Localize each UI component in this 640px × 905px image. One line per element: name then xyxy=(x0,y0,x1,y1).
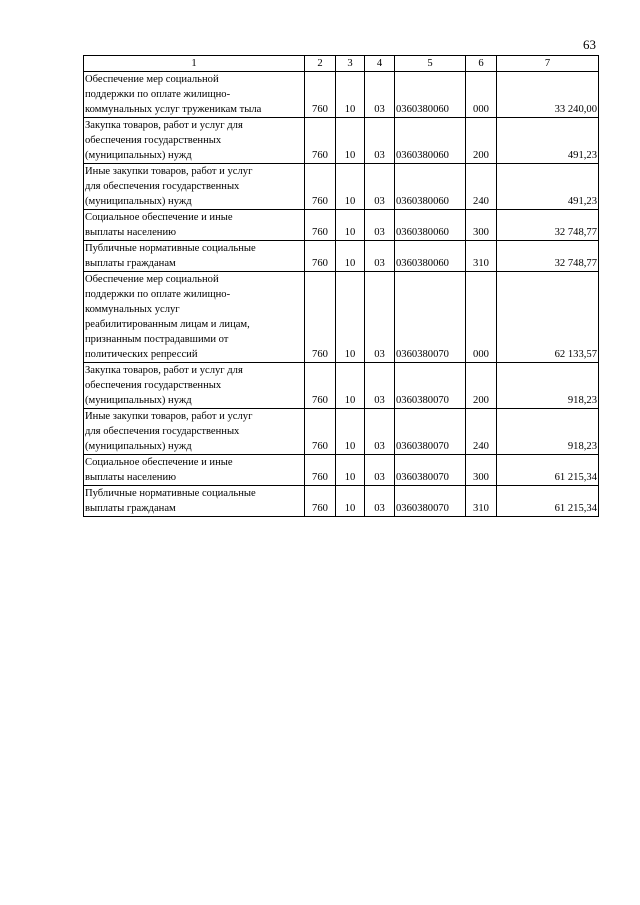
budget-table xyxy=(83,55,599,517)
subsection-code: 03 xyxy=(365,455,395,486)
expense-type-code: 240 xyxy=(466,409,497,455)
section-code: 10 xyxy=(336,272,365,363)
column-header: 6 xyxy=(466,56,497,72)
table-row xyxy=(84,241,599,272)
expense-type-code: 200 xyxy=(466,118,497,164)
target-code: 0360380070 xyxy=(395,455,466,486)
section-code: 10 xyxy=(336,72,365,118)
target-code: 0360380060 xyxy=(395,210,466,241)
section-code: 10 xyxy=(336,118,365,164)
expense-name: Закупка товаров, работ и услуг для обеспечения государственных (муниципальных) нужд xyxy=(84,363,305,409)
ministry-code: 760 xyxy=(305,455,336,486)
target-code: 0360380070 xyxy=(395,409,466,455)
table-row xyxy=(84,486,599,517)
target-code: 0360380060 xyxy=(395,72,466,118)
subsection-code: 03 xyxy=(365,118,395,164)
column-header: 2 xyxy=(305,56,336,72)
expense-type-code: 000 xyxy=(466,72,497,118)
amount: 32 748,77 xyxy=(497,241,599,272)
ministry-code: 760 xyxy=(305,272,336,363)
section-code: 10 xyxy=(336,486,365,517)
amount: 491,23 xyxy=(497,118,599,164)
section-code: 10 xyxy=(336,164,365,210)
target-code: 0360380070 xyxy=(395,486,466,517)
subsection-code: 03 xyxy=(365,363,395,409)
ministry-code: 760 xyxy=(305,241,336,272)
expense-name: Обеспечение мер социальной поддержки по оплате жилищно- коммунальных услуг реабилитированным лицам и лицам, признанным пострадавшими от политических репрессий xyxy=(84,272,305,363)
subsection-code: 03 xyxy=(365,409,395,455)
amount: 61 215,34 xyxy=(497,486,599,517)
column-header: 4 xyxy=(365,56,395,72)
column-header: 5 xyxy=(395,56,466,72)
section-code: 10 xyxy=(336,409,365,455)
ministry-code: 760 xyxy=(305,210,336,241)
table-row xyxy=(84,164,599,210)
table-row xyxy=(84,72,599,118)
amount: 62 133,57 xyxy=(497,272,599,363)
section-code: 10 xyxy=(336,363,365,409)
amount: 491,23 xyxy=(497,164,599,210)
amount: 33 240,00 xyxy=(497,72,599,118)
expense-name: Иные закупки товаров, работ и услуг для обеспечения государственных (муниципальных) нужд xyxy=(84,409,305,455)
ministry-code: 760 xyxy=(305,164,336,210)
amount: 61 215,34 xyxy=(497,455,599,486)
target-code: 0360380060 xyxy=(395,164,466,210)
expense-name: Иные закупки товаров, работ и услуг для обеспечения государственных (муниципальных) нужд xyxy=(84,164,305,210)
amount: 32 748,77 xyxy=(497,210,599,241)
target-code: 0360380060 xyxy=(395,118,466,164)
ministry-code: 760 xyxy=(305,72,336,118)
target-code: 0360380060 xyxy=(395,241,466,272)
expense-name: Публичные нормативные социальные выплаты гражданам xyxy=(84,241,305,272)
expense-type-code: 200 xyxy=(466,363,497,409)
table-row xyxy=(84,455,599,486)
table-row xyxy=(84,363,599,409)
subsection-code: 03 xyxy=(365,486,395,517)
subsection-code: 03 xyxy=(365,72,395,118)
ministry-code: 760 xyxy=(305,486,336,517)
ministry-code: 760 xyxy=(305,363,336,409)
amount: 918,23 xyxy=(497,409,599,455)
subsection-code: 03 xyxy=(365,210,395,241)
column-number-header xyxy=(84,56,599,72)
subsection-code: 03 xyxy=(365,241,395,272)
target-code: 0360380070 xyxy=(395,363,466,409)
expense-type-code: 310 xyxy=(466,486,497,517)
expense-name: Социальное обеспечение и иные выплаты населению xyxy=(84,210,305,241)
ministry-code: 760 xyxy=(305,118,336,164)
target-code: 0360380070 xyxy=(395,272,466,363)
expense-type-code: 300 xyxy=(466,210,497,241)
expense-name: Социальное обеспечение и иные выплаты населению xyxy=(84,455,305,486)
expense-type-code: 310 xyxy=(466,241,497,272)
table-row xyxy=(84,409,599,455)
section-code: 10 xyxy=(336,241,365,272)
expense-name: Обеспечение мер социальной поддержки по оплате жилищно- коммунальных услуг труженикам тыла xyxy=(84,72,305,118)
amount: 918,23 xyxy=(497,363,599,409)
section-code: 10 xyxy=(336,455,365,486)
page-number: 63 xyxy=(583,37,596,52)
subsection-code: 03 xyxy=(365,164,395,210)
column-header: 7 xyxy=(497,56,599,72)
expense-type-code: 300 xyxy=(466,455,497,486)
ministry-code: 760 xyxy=(305,409,336,455)
expense-name: Публичные нормативные социальные выплаты гражданам xyxy=(84,486,305,517)
column-header: 3 xyxy=(336,56,365,72)
table-row xyxy=(84,272,599,363)
column-header: 1 xyxy=(84,56,305,72)
table-row xyxy=(84,210,599,241)
table-row xyxy=(84,118,599,164)
expense-type-code: 000 xyxy=(466,272,497,363)
subsection-code: 03 xyxy=(365,272,395,363)
expense-type-code: 240 xyxy=(466,164,497,210)
section-code: 10 xyxy=(336,210,365,241)
expense-name: Закупка товаров, работ и услуг для обеспечения государственных (муниципальных) нужд xyxy=(84,118,305,164)
